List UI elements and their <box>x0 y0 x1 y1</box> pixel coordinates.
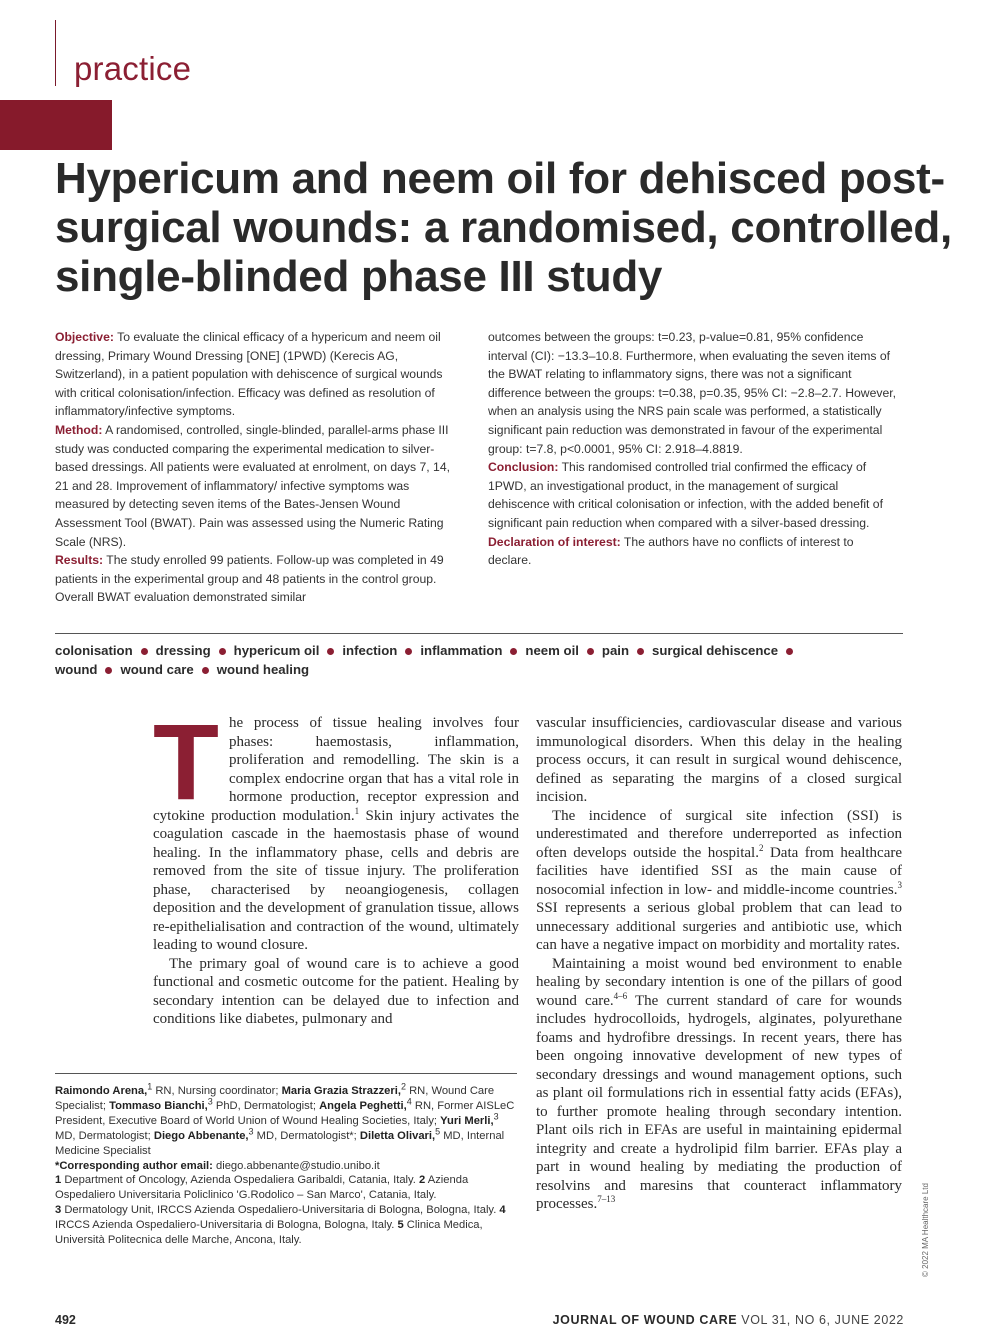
conclusion-text: This randomised controlled trial confirmed the efficacy of 1PWD, an investigational product, in the management of surgical dehiscence with critical colonisation or infection, with the added benefit of significant pain reduction when compared with a silver-based dressing. <box>488 460 883 530</box>
abstract-objective <box>55 328 463 421</box>
objective-label: Objective: <box>55 330 114 344</box>
declaration-text: The authors have no conflicts of interest to declare. <box>488 534 854 568</box>
drop-cap: T <box>153 701 219 822</box>
keyword-separator <box>327 648 334 655</box>
keyword-separator <box>105 667 112 674</box>
keyword-separator <box>510 648 517 655</box>
copyright-notice: © 2022 MA Healthcare Ltd <box>921 1183 930 1277</box>
article-title: Hypericum and neem oil for dehisced post-surgical wounds: a randomised, controlled, single-blinded phase III study <box>55 154 952 301</box>
keyword: wound <box>55 662 98 677</box>
reference-marker: 1 <box>354 805 360 816</box>
reference-marker: 7–13 <box>597 1194 616 1204</box>
author-list: Raimondo Arena,$^1$ RN, Nursing coordinator; Maria Grazia Strazzeri,$^2$ RN, Wound Care Specialist; Tommaso Bianchi,$^3$ PhD, Dermatologist; Angela Peghetti,$^4$ RN, Former AISLeC President, Executive Board of World Union of Wound Healing Societies, Italy; Yuri Merli,$^3$ MD, Dermatologist; Diego Abbenante,$^3$ MD, Dermatologist*; Diletta Olivari,$^5$ MD, Internal Medicine Specialist <box>55 1081 515 1157</box>
section-rule <box>55 20 56 86</box>
author-rule <box>55 1073 517 1074</box>
abstract-method <box>55 421 463 551</box>
abstract-right-column <box>488 328 896 570</box>
body-paragraph: The primary goal of wound care is to achieve a good functional and cosmetic outcome for the patient. Healing by secondary intention can be delayed due to infection and conditions like diabetes, pulmonary and <box>153 955 519 1027</box>
abstract-left-column <box>55 328 463 607</box>
body-left-column <box>153 701 520 1029</box>
keyword: pain <box>601 643 630 658</box>
reference-marker: 3 <box>897 879 902 890</box>
body-paragraph: The incidence of surgical site infection (SSI) is underestimated and therefore underreported as infection often develops outside the hospital.$^2$ Data from healthcare facilities have identified SSI as the main cause of nosocomial infection in low- and middle-income countries.$^3$ SSI represents a serious global problem that can lead to unnecessary additional surgeries and antibiotic use, which can have a negative impact on morbidity and mortality rates. <box>536 807 903 953</box>
keyword-separator <box>141 648 148 655</box>
declaration-label: Declaration of interest: <box>488 534 621 549</box>
abstract-results-continued: outcomes between the groups: t=0.23, p-value=0.81, 95% confidence interval (CI): −13.3–10.8. Furthermore, when evaluating the seven items of the BWAT relating to inflammatory signs, there was not a significant difference between the groups: t=0.38, p=0.35, 95% CI: −2.8–2.7. However, when an analysis using the NRS pain scale was performed, a statistically significant pain reduction was demonstrated in favour of the experimental group: t=7.8, p<0.0001, 95% CI: 2.918–4.8819. <box>488 330 896 456</box>
journal-name: JOURNAL OF WOUND CARE <box>552 1313 738 1327</box>
objective-text: To evaluate the clinical efficacy of a hypericum and neem oil dressing, Primary Wound Dressing [ONE] (1PWD) (Kerecis AG, Switzerland), in a patient population with dehiscence of surgical wounds with critical colonisation/infection. Efficacy was defined as resolution of inflammatory/infective symptoms. <box>55 330 443 419</box>
keywords-list <box>55 641 905 679</box>
keyword: wound care <box>120 662 194 677</box>
method-label: Method: <box>55 422 103 437</box>
keyword: dressing <box>155 643 211 658</box>
keyword-separator <box>786 648 793 655</box>
corresponding-email: diego.abbenante@studio.unibo.it <box>212 1159 380 1172</box>
accent-block <box>0 100 112 150</box>
keyword-separator <box>637 648 644 655</box>
corresponding-author: *Corresponding author email: diego.abbenante@studio.unibo.it <box>55 1159 380 1172</box>
conclusion-label: Conclusion: <box>488 460 559 475</box>
keywords-rule <box>55 633 903 634</box>
body-paragraph: vascular insufficiencies, cardiovascular disease and various immunological disorders. When this delay in the healing process occurs, it can result in surgical wound dehiscence, defined as separating the margins of a closed surgical incision. <box>536 715 902 805</box>
abstract-conclusion <box>488 458 896 532</box>
keyword: hypericum oil <box>233 643 320 658</box>
author-info <box>55 1081 520 1248</box>
journal-issue: VOL 31, NO 6, JUNE 2022 <box>737 1313 904 1327</box>
keyword-separator <box>202 667 209 674</box>
body-paragraph: Maintaining a moist wound bed environment to enable healing by secondary intention is one of the pillars of good wound care.$^{4-6}$ The current standard of care for wounds includes hydrocolloids, hydrogels, alginates, polyurethane foams and hydrofibre dressings. In recent years, there has been ongoing innovative development of new types of secondary dressings and wound management options, such as plant oil formulations rich in essential fatty acids (EFAs), to further promote healing through secondary intention. Plant oils rich in EFAs are useful in maintaining epidermal integrity and create a hydrolipid film barrier. EFAs play a part in wound healing by mediating the production of resolvins and maresins that counteract inflammatory processes.$^{7-13}$ <box>536 955 902 1212</box>
affiliations: 1 Department of Oncology, Azienda Ospedaliera Garibaldi, Catania, Italy. 2 Azienda Ospedaliero Universitaria Policlinico 'G.Rodolico – San Marco', Catania, Italy. 3 Dermatology Unit, IRCCS Azienda Ospedaliero-Universitaria di Bologna, Bologna, Italy. 4 IRCCS Azienda Ospedaliero-Universitaria di Bologna, Bologna, Italy. 5 Clinica Medica, Università Politecnica delle Marche, Ancona, Italy. <box>55 1174 506 1247</box>
reference-marker: 2 <box>758 842 764 853</box>
keyword-separator <box>587 648 594 655</box>
keyword: inflammation <box>420 643 503 658</box>
keyword: surgical dehiscence <box>652 643 779 658</box>
results-label: Results: <box>55 553 104 568</box>
journal-footer <box>553 1313 904 1327</box>
keyword: colonisation <box>55 643 133 658</box>
page-number: 492 <box>55 1313 76 1327</box>
abstract-declaration <box>488 533 896 570</box>
section-label: practice <box>74 50 192 87</box>
keyword-separator <box>405 648 412 655</box>
body-paragraph: The process of tissue healing involves four phases: haemostasis, inflammation, proliferation and remodelling. The skin is a complex endocrine organ that has a vital role in hormone production, receptor expression and cytokine production modulation.$^1$ Skin injury activates the coagulation cascade in the haemostasis phase of wound healing. In the inflammatory phase, cells and debris are removed from the site of tissue injury. The proliferation phase, characterised by neoangiogenesis, collagen deposition and the development of granulation tissue, allows re-epithelialisation and contraction of the wound, ultimately leading to wound closure. <box>153 701 520 953</box>
keyword: infection <box>342 643 398 658</box>
body-right-column <box>536 714 902 1214</box>
results-text: The study enrolled 99 patients. Follow-up was completed in 49 patients in the experimental group and 48 patients in the control group. Overall BWAT evaluation demonstrated similar <box>55 553 444 605</box>
keyword: wound healing <box>216 662 310 677</box>
keyword-separator <box>219 648 226 655</box>
keyword: neem oil <box>525 643 579 658</box>
method-text: A randomised, controlled, single-blinded, parallel-arms phase III study was conducted comparing the experimental medication to silver-based dressings. All patients were evaluated at enrolment, on days 7, 14, 21 and 28. Improvement of inflammatory/ infective symptoms was measured by detecting seven items of the Bates-Jensen Wound Assessment Tool (BWAT). Pain was assessed using the Numeric Rating Scale (NRS). <box>55 422 450 549</box>
reference-marker: 4–6 <box>613 990 628 1001</box>
abstract-results <box>55 551 463 607</box>
